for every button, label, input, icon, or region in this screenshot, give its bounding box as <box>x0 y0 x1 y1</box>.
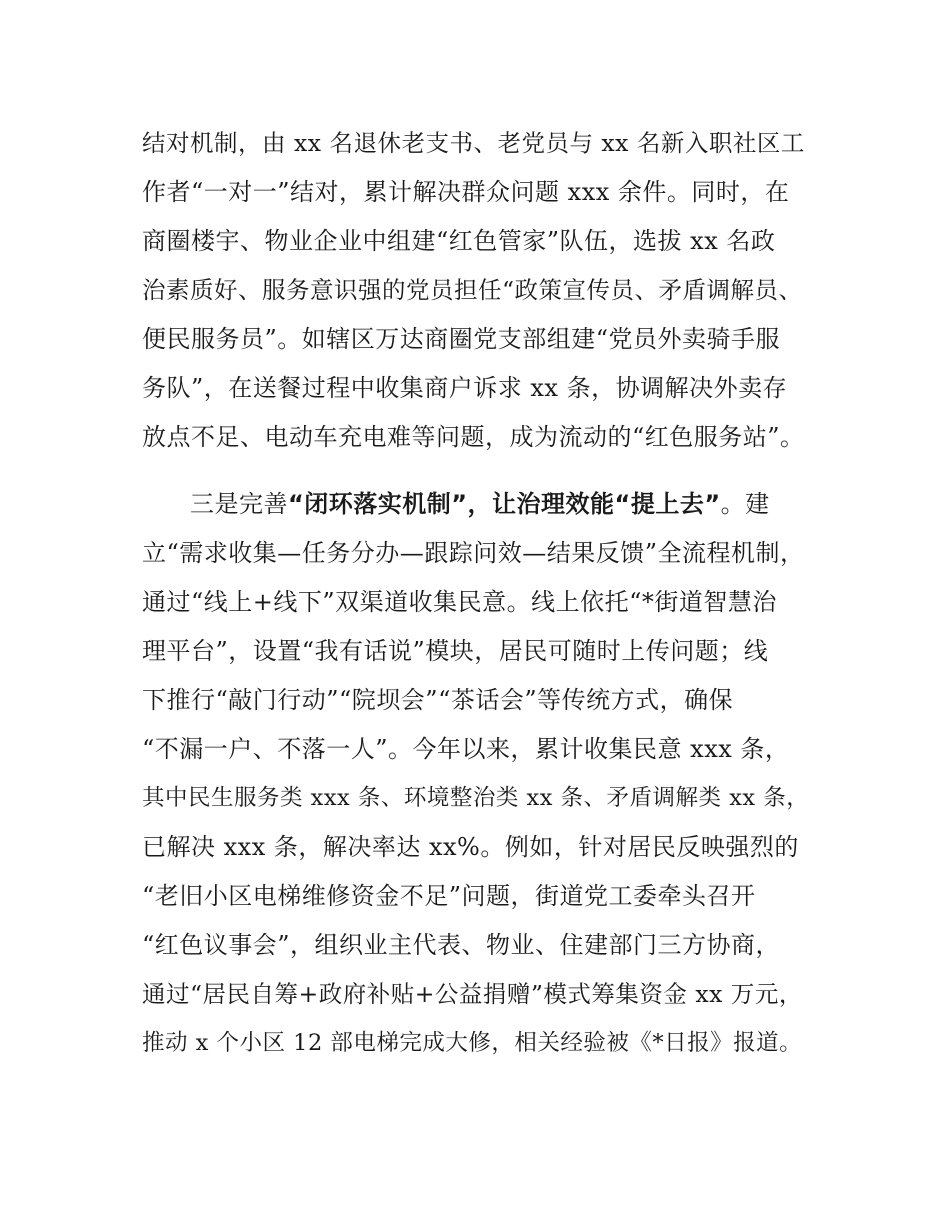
paragraph-2-line-12: 推动 x 个小区 12 部电梯完成大修，相关经验被《*日报》报道。 <box>142 1030 803 1056</box>
paragraph-2-lead-heading: “闭环落实机制”，让治理效能“提上去” <box>288 490 721 518</box>
paragraph-2-line-9: “老旧小区电梯维修资金不足”问题，街道党工委牵头召开 <box>142 882 756 910</box>
paragraph-1-line-3: 商圈楼宇、物业企业中组建“红色管家”队伍，选拔 xx 名政 <box>142 227 776 255</box>
paragraph-2-line-10: “红色议事会”，组织业主代表、物业、住建部门三方协商， <box>142 931 781 959</box>
paragraph-1-line-2: 作者“一对一”结对，累计解决群众问题 xxx 余件。同时，在 <box>142 178 790 206</box>
paragraph-1-line-5: 便民服务员”。如辖区万达商圈党支部组建“党员外卖骑手服 <box>142 325 781 353</box>
paragraph-2-line-6: “不漏一户、不落一人”。今年以来，累计收集民意 xxx 条， <box>142 735 790 763</box>
paragraph-1-line-1: 结对机制，由 xx 名退休老支书、老党员与 xx 名新入职社区工 <box>142 129 805 157</box>
paragraph-2-line-8: 已解决 xxx 条，解决率达 xx%。例如，针对居民反映强烈的 <box>142 833 799 861</box>
paragraph-2-line-4: 理平台”，设置“我有话说”模块，居民可随时上传问题；线 <box>142 637 769 665</box>
paragraph-1-line-4: 治素质好、服务意识强的党员担任“政策宣传员、矛盾调解员、 <box>142 276 803 304</box>
paragraph-2-line-3: 通过“线上+线下”双渠道收集民意。线上依托“*街道智慧治 <box>142 588 777 616</box>
paragraph-2-lead-line <box>190 489 770 519</box>
paragraph-2-lead-suffix: 。建 <box>720 490 770 518</box>
paragraph-2-line-5: 下推行“敲门行动”“院坝会”“茶话会”等传统方式，确保 <box>142 686 734 714</box>
paragraph-1-line-6: 务队”，在送餐过程中收集商户诉求 xx 条，协调解决外卖存 <box>142 374 788 402</box>
paragraph-2-lead-prefix: 三是完善 <box>190 490 288 518</box>
paragraph-2-line-7: 其中民生服务类 xxx 条、环境整治类 xx 条、矛盾调解类 xx 条， <box>142 785 810 811</box>
paragraph-1-line-7: 放点不足、电动车充电难等问题，成为流动的“红色服务站”。 <box>142 423 805 451</box>
paragraph-2-line-2: 立“需求收集—任务分办—跟踪问效—结果反馈”全流程机制， <box>142 539 805 567</box>
paragraph-2-line-11: 通过“居民自筹+政府补贴+公益捐赠”模式筹集资金 xx 万元， <box>142 980 803 1008</box>
